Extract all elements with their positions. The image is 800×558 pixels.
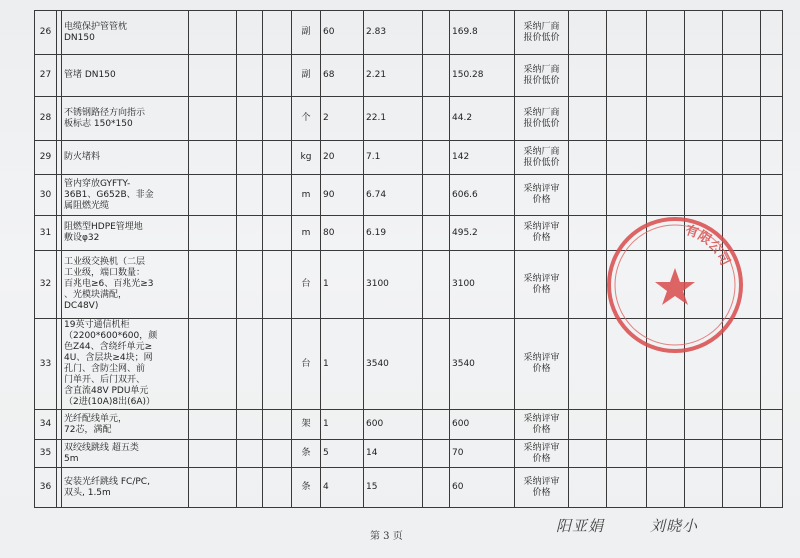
cell-empty (189, 216, 237, 251)
table-row (35, 440, 783, 468)
cell-qty: 1 (321, 410, 364, 440)
cell-empty (189, 468, 237, 508)
cell-total: 60 (450, 468, 515, 508)
cell-empty (237, 468, 263, 508)
cell-unit: 台 (292, 319, 321, 410)
cell-empty (189, 319, 237, 410)
cell-empty (607, 55, 647, 97)
cell-empty (237, 55, 263, 97)
cell-empty (685, 410, 723, 440)
cell-note: 采纳评审 价格 (515, 251, 569, 319)
cell-qty: 68 (321, 55, 364, 97)
cell-empty (607, 410, 647, 440)
cell-price: 15 (364, 468, 423, 508)
cell-empty (263, 319, 292, 410)
cell-name: 管内穿放GYFTY- 36B1、G652B、非金 属阻燃光缆 (62, 175, 189, 216)
cell-empty (189, 97, 237, 141)
cell-empty (189, 55, 237, 97)
cell-empty (263, 468, 292, 508)
cell-name: 双绞线跳线 超五类 5m (62, 440, 189, 468)
cell-name: 管堵 DN150 (62, 55, 189, 97)
cell-qty: 90 (321, 175, 364, 216)
cell-empty (423, 319, 450, 410)
cell-empty (263, 141, 292, 175)
cell-empty (685, 141, 723, 175)
cell-unit: 副 (292, 11, 321, 55)
cell-empty (647, 11, 685, 55)
cell-empty (189, 410, 237, 440)
cell-name: 防火堵料 (62, 141, 189, 175)
cell-qty: 80 (321, 216, 364, 251)
cell-note: 采纳评审 价格 (515, 175, 569, 216)
cell-empty (761, 141, 783, 175)
cell-empty (723, 11, 761, 55)
cell-total: 142 (450, 141, 515, 175)
cell-empty (723, 468, 761, 508)
cell-no: 34 (35, 410, 57, 440)
cell-price: 600 (364, 410, 423, 440)
cell-note: 采纳评审 价格 (515, 410, 569, 440)
cell-note: 采纳评审 价格 (515, 319, 569, 410)
cell-note: 采纳厂商 报价低价 (515, 141, 569, 175)
cell-empty (237, 251, 263, 319)
cell-total: 606.6 (450, 175, 515, 216)
cell-empty (237, 97, 263, 141)
cell-qty: 4 (321, 468, 364, 508)
cell-empty (263, 251, 292, 319)
cell-empty (607, 440, 647, 468)
cell-no: 30 (35, 175, 57, 216)
cell-unit: 条 (292, 468, 321, 508)
cell-qty: 20 (321, 141, 364, 175)
signature-left: 阳亚娟 (556, 517, 605, 535)
cell-unit: m (292, 216, 321, 251)
cell-empty (761, 251, 783, 319)
cell-empty (647, 55, 685, 97)
cell-no: 32 (35, 251, 57, 319)
table-row (35, 468, 783, 508)
cell-total: 150.28 (450, 55, 515, 97)
cell-empty (761, 410, 783, 440)
cell-name: 安装光纤跳线 FC/PC, 双头, 1.5m (62, 468, 189, 508)
cell-empty (423, 11, 450, 55)
cell-empty (569, 55, 607, 97)
table-row (35, 55, 783, 97)
cell-empty (263, 440, 292, 468)
cell-empty (607, 468, 647, 508)
svg-text:有限公司: 有限公司 (683, 222, 733, 269)
cell-empty (237, 410, 263, 440)
cell-name: 19英寸通信机柜 （2200*600*600，颜 色Z44、含绕纤单元≥ 4U、含层块≥4块；网 孔门、含防尘网、前 门单开、后门双开、 含直流48V PDU单元 （2进(10A)8出(6A)） (62, 319, 189, 410)
cell-empty (723, 141, 761, 175)
cell-empty (647, 141, 685, 175)
table-row (35, 141, 783, 175)
cell-empty (423, 55, 450, 97)
cell-no: 33 (35, 319, 57, 410)
cell-empty (189, 440, 237, 468)
cell-empty (761, 11, 783, 55)
cell-no: 35 (35, 440, 57, 468)
cell-qty: 5 (321, 440, 364, 468)
cell-empty (569, 141, 607, 175)
cell-total: 169.8 (450, 11, 515, 55)
cell-empty (569, 97, 607, 141)
cell-qty: 60 (321, 11, 364, 55)
cell-empty (423, 175, 450, 216)
cell-empty (761, 440, 783, 468)
cell-empty (237, 319, 263, 410)
cell-total: 3100 (450, 251, 515, 319)
cell-note: 采纳评审 价格 (515, 468, 569, 508)
cell-no: 27 (35, 55, 57, 97)
cell-empty (423, 468, 450, 508)
signature-right: 刘晓小 (650, 517, 699, 535)
cell-empty (685, 468, 723, 508)
cell-note: 采纳评审 价格 (515, 216, 569, 251)
cell-empty (647, 440, 685, 468)
cell-name: 工业级交换机（二层 工业级，端口数量： 百兆电≥6、百兆光≥3 、光模块满配， DC48V) (62, 251, 189, 319)
cell-empty (423, 141, 450, 175)
cell-empty (607, 97, 647, 141)
cell-price: 22.1 (364, 97, 423, 141)
cell-empty (723, 97, 761, 141)
cell-empty (647, 468, 685, 508)
cell-unit: 条 (292, 440, 321, 468)
cell-price: 6.74 (364, 175, 423, 216)
cell-empty (761, 175, 783, 216)
cell-no: 29 (35, 141, 57, 175)
cell-note: 采纳厂商 报价低价 (515, 97, 569, 141)
cell-empty (723, 55, 761, 97)
cell-name: 光纤配线单元， 72芯，满配 (62, 410, 189, 440)
table-row (35, 97, 783, 141)
cell-empty (263, 11, 292, 55)
cell-total: 3540 (450, 319, 515, 410)
cell-empty (723, 410, 761, 440)
cell-total: 70 (450, 440, 515, 468)
cell-empty (237, 440, 263, 468)
cell-total: 600 (450, 410, 515, 440)
cell-empty (761, 216, 783, 251)
cell-name: 电缆保护管管枕 DN150 (62, 11, 189, 55)
cell-note: 采纳评审 价格 (515, 440, 569, 468)
cell-empty (569, 11, 607, 55)
cell-empty (263, 55, 292, 97)
cell-qty: 2 (321, 97, 364, 141)
cell-no: 36 (35, 468, 57, 508)
cell-empty (263, 97, 292, 141)
cell-empty (761, 97, 783, 141)
cell-empty (761, 55, 783, 97)
cell-empty (263, 216, 292, 251)
cell-empty (685, 440, 723, 468)
cell-price: 14 (364, 440, 423, 468)
cell-empty (685, 55, 723, 97)
cell-price: 2.83 (364, 11, 423, 55)
page-number: 第 3 页 (370, 531, 403, 542)
cell-empty (569, 468, 607, 508)
cell-empty (761, 468, 783, 508)
cell-empty (423, 440, 450, 468)
cell-unit: m (292, 175, 321, 216)
cell-note: 采纳厂商 报价低价 (515, 55, 569, 97)
cell-price: 2.21 (364, 55, 423, 97)
cell-empty (423, 97, 450, 141)
cell-empty (423, 251, 450, 319)
cell-total: 495.2 (450, 216, 515, 251)
cell-empty (189, 175, 237, 216)
cell-empty (423, 410, 450, 440)
cell-qty: 1 (321, 251, 364, 319)
cell-empty (607, 11, 647, 55)
cell-empty (569, 410, 607, 440)
cell-empty (189, 251, 237, 319)
cell-empty (263, 410, 292, 440)
cell-empty (237, 175, 263, 216)
cell-no: 31 (35, 216, 57, 251)
cell-price: 6.19 (364, 216, 423, 251)
cell-empty (237, 141, 263, 175)
cell-price: 3540 (364, 319, 423, 410)
cell-price: 7.1 (364, 141, 423, 175)
cell-name: 不锈钢路径方向指示 板标志 150*150 (62, 97, 189, 141)
cell-unit: 架 (292, 410, 321, 440)
table-row (35, 410, 783, 440)
cell-no: 26 (35, 11, 57, 55)
table-row (35, 11, 783, 55)
cell-name: 阻燃型HDPE管埋地 敷设φ32 (62, 216, 189, 251)
cell-empty (263, 175, 292, 216)
cell-empty (189, 11, 237, 55)
cell-no: 28 (35, 97, 57, 141)
cell-empty (647, 410, 685, 440)
cell-empty (607, 141, 647, 175)
cell-price: 3100 (364, 251, 423, 319)
cell-empty (569, 440, 607, 468)
cell-note: 采纳厂商 报价低价 (515, 11, 569, 55)
cell-empty (237, 11, 263, 55)
cell-empty (423, 216, 450, 251)
cell-total: 44.2 (450, 97, 515, 141)
cell-unit: 个 (292, 97, 321, 141)
cell-unit: 副 (292, 55, 321, 97)
cell-empty (647, 97, 685, 141)
cell-empty (189, 141, 237, 175)
cell-qty: 1 (321, 319, 364, 410)
cell-empty (237, 216, 263, 251)
cell-empty (723, 440, 761, 468)
cell-empty (761, 319, 783, 410)
cell-unit: 台 (292, 251, 321, 319)
cell-unit: kg (292, 141, 321, 175)
cell-empty (685, 11, 723, 55)
cell-empty (685, 97, 723, 141)
company-seal (600, 210, 750, 360)
